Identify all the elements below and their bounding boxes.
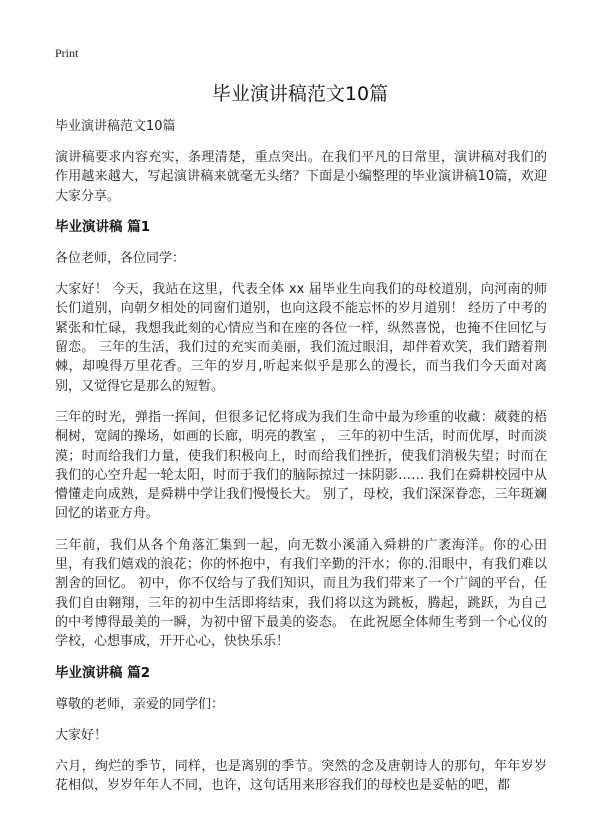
body-paragraph: 六月，绚烂的季节，同样，也是离别的季节。突然的念及唐朝诗人的那句，年年岁岁花相似，岁岁年年人不同，也许，这句话用来形容我们的母校也是妥帖的吧，都 bbox=[55, 759, 547, 794]
document-body bbox=[55, 117, 547, 808]
body-paragraph: 大家好！ 今天，我站在这里，代表全体 xx 届毕业生向我们的母校道别，向河南的师长们道别，向朝夕相处的同窗们道别，也向这段不能忘怀的岁月道别！ 经历了中考的紧张和忙碌，我想我此刻的心情应当和在座的各位一样，纵然喜悦，也掩不住回忆与留恋。 三年的生活，我们过的充实而美丽，我们流过眼泪，却伴着欢笑，我们踏着荆棘，却嗅得万里花香。三年的岁月,听起来似乎是那么的漫长，而当我们今天面对离别，又觉得它是那么的短暂。 bbox=[55, 282, 547, 394]
salutation: 各位老师，各位同学： bbox=[55, 250, 186, 266]
section-heading-1: 毕业演讲稿 篇1 bbox=[55, 218, 151, 235]
body-paragraph: 三年的时光，弹指一挥间，但很多记忆将成为我们生命中最为珍重的收藏：葳蕤的梧桐树，宽阔的操场，如画的长廊，明亮的教室 ， 三年的初中生活，时而优厚，时而淡漠；时而给我们力量，使我们积极向上，时而给我们挫折，使我们消极失望；时而在我们的心空升起一轮太阳，时而于我们的脑际掠过一抹阴影…… 我们在舜耕校园中从懵懂走向成熟，是舜耕中学让我们慢慢长大。 别了，母校，我们深深眷恋，三年斑斓回忆的诺亚方舟。 bbox=[55, 409, 547, 522]
salutation: 尊敬的老师，亲爱的同学们： bbox=[55, 696, 225, 712]
body-paragraph: 三年前，我们从各个角落汇集到一起，向无数小溪涌入舜耕的广袤海洋。你的心田里，有我们嬉戏的浪花；你的怀抱中，有我们辛勤的汗水；你的.泪眼中，有我们难以割舍的回忆。 初中，你不仅给与了我们知识，而且为我们带来了一个广阔的平台，任我们自由翱翔，三年的初中生活即将结束，我们将以这为跳板，腾起，跳跃，为自己的中考博得最美的一瞬，为初中留下最美的姿态。 在此祝愿全体师生考到一个心仪的学校，心想事成，开开心心，快快乐乐！ bbox=[55, 537, 547, 650]
section-heading-2: 毕业演讲稿 篇2 bbox=[55, 664, 151, 681]
document-subtitle: 毕业演讲稿范文10篇 bbox=[55, 119, 176, 134]
greeting: 大家好！ bbox=[55, 727, 108, 743]
print-label: Print bbox=[55, 46, 79, 60]
document-title: 毕业演讲稿范文10篇 bbox=[211, 83, 389, 105]
intro-paragraph: 演讲稿要求内容充实，条理清楚，重点突出。在我们平凡的日常里，演讲稿对我们的作用越来越大，写起演讲稿来就毫无头绪？下面是小编整理的毕业演讲稿10篇，欢迎大家分享。 bbox=[55, 150, 547, 204]
